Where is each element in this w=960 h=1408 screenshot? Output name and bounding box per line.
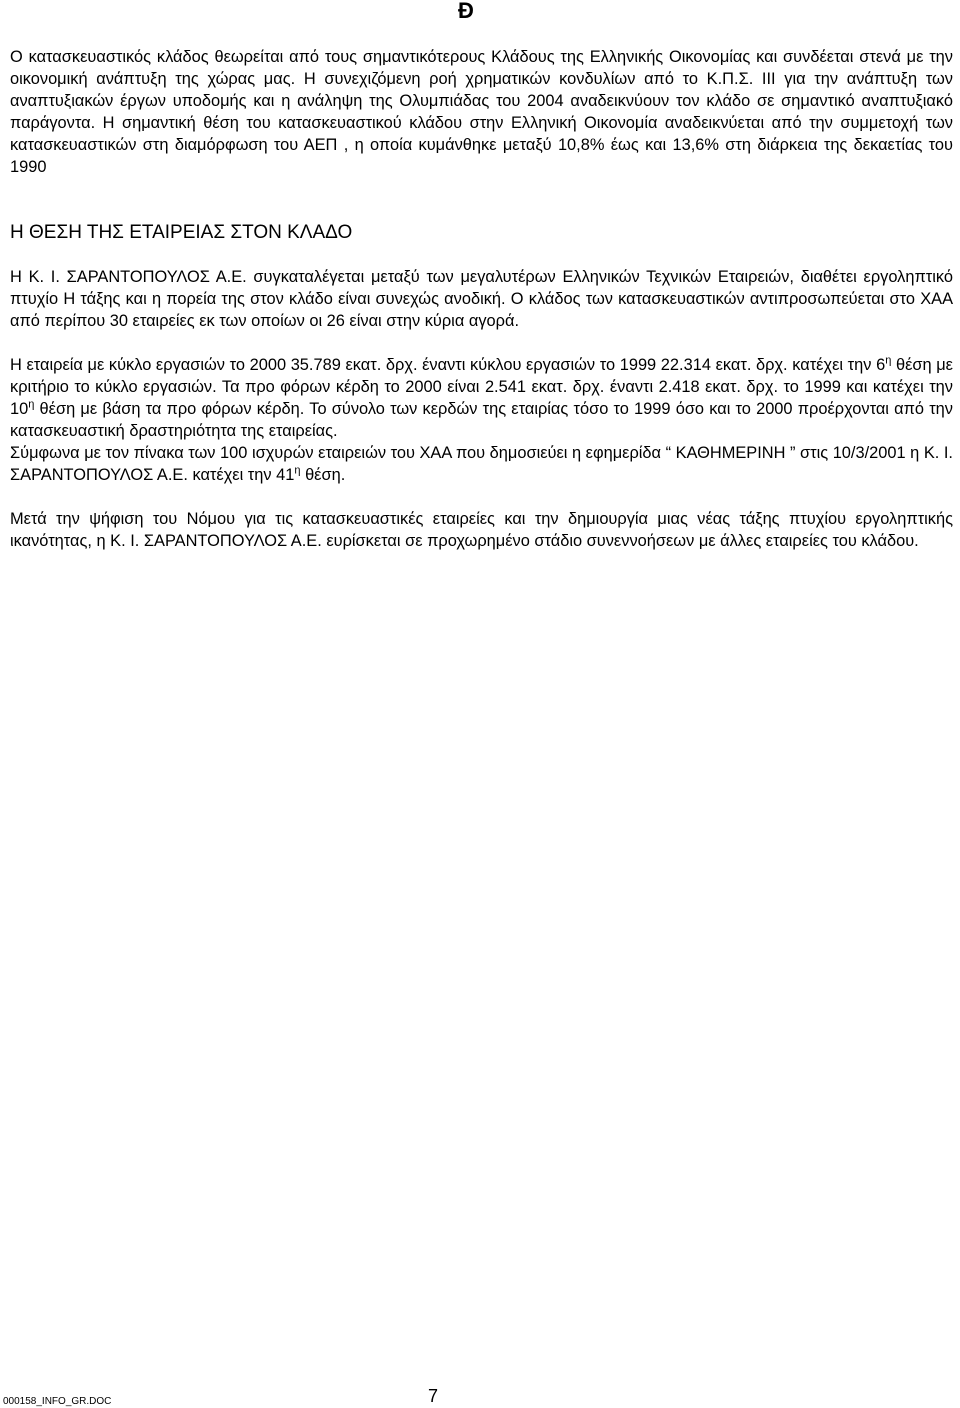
text-run: θέση. [300,466,346,484]
spacer [10,244,953,266]
superscript: η [28,398,35,411]
spacer [10,332,953,354]
paragraph-sector-overview: Ο κατασκευαστικός κλάδος θεωρείται από τους σημαντικότερους Κλάδους της Ελληνικής Οικονομίας και συνδέεται στενά με την οικονομική ανάπτυξη της χώρας μας. Η συνεχιζόμενη ροή χρηματικών κονδυλίων από το Κ.Π.Σ. ΙΙΙ για την ανάπτυξη των αναπτυξιακών έργων υποδομής και η ανάληψη της Ολυμπιάδας του 2004 αναδεικνύουν τον κλάδο σε σημαντικό αναπτυξιακό παράγοντα. Η σημαντική θέση του κατασκευαστικού κλάδου στην Ελληνική Οικονομία αναδεικνύεται από την συμμετοχή των κατασκευαστικών στη διαμόρφωση του ΑΕΠ , η οποία κυμάνθηκε μεταξύ 10,8% έως και 13,6% στη διάρκεια της δεκαετίας του 1990 [10,48,953,176]
paragraph-new-law: Μετά την ψήφιση του Νόμου για τις κατασκευαστικές εταιρείες και την δημιουργία μιας νέας τάξης πτυχίου εργοληπτικής ικανότητας, η Κ. Ι. ΣΑΡΑΝΤΟΠΟΥΛΟΣ Α.Ε. ευρίσκεται σε προχωρημένο στάδιο συνεννοήσεων με άλλες εταιρείες του κλάδου. [10,510,953,550]
spacer [10,486,953,508]
text-run: Σύμφωνα με τον πίνακα των 100 ισχυρών εταιρειών του ΧΑΑ που δημοσιεύει η εφημερίδα “ ΚΑΘΗΜΕΡΙΝΗ ” στις 10/3/2001 η Κ. Ι. ΣΑΡΑΝΤΟΠΟΥΛΟΣ Α.Ε. κατέχει την 41 [10,444,953,484]
section-heading: Η ΘΕΣΗ ΤΗΣ ΕΤΑΙΡΕΙΑΣ ΣΤΟΝ ΚΛΑΔΟ [10,222,353,243]
footer-file-name: 000158_INFO_GR.DOC [3,1396,112,1407]
spacer [10,200,953,222]
paragraph-company-position: Η Κ. Ι. ΣΑΡΑΝΤΟΠΟΥΛΟΣ Α.Ε. συγκαταλέγεται μεταξύ των μεγαλυτέρων Ελληνικών Τεχνικών Εταιρειών, διαθέτει εργοληπτικό πτυχίο Η τάξης και η πορεία της στον κλάδο είναι συνεχώς ανοδική. Ο κλάδος των κατασκευαστικών αντιπροσωπεύεται στο ΧΑΑ από περίπου 30 εταιρείες εκ των οποίων οι 26 είναι στην κύρια αγορά. [10,268,953,330]
footer-page-number: 7 [428,1386,439,1406]
text-run: θέση με βάση τα προ φόρων κέρδη. Το σύνολο των κερδών της εταιρίας τόσο το 1999 όσο και το 2000 προέρχονται από την κατασκευαστική δραστηριότητα της εταιρείας. [10,400,953,440]
paragraph-revenue-profits [10,354,953,442]
superscript: η [294,464,301,477]
text-run: θέση με κριτήριο το κύκλο εργασιών. Τα προ φόρων κέρδη το 2000 είναι 2.541 εκατ. δρχ. έναντι 2.418 εκατ. δρχ. το 1999 και κατέχει την 10 [10,356,953,418]
superscript: η [885,354,892,367]
document-body [10,46,953,552]
paragraph-ranking [10,442,953,486]
spacer [10,178,953,200]
text-run: Η εταιρεία με κύκλο εργασιών το 2000 35.789 εκατ. δρχ. έναντι κύκλου εργασιών το 1999 22.314 εκατ. δρχ. κατέχει την 6 [10,356,886,374]
header-mark: Ð [458,0,474,23]
